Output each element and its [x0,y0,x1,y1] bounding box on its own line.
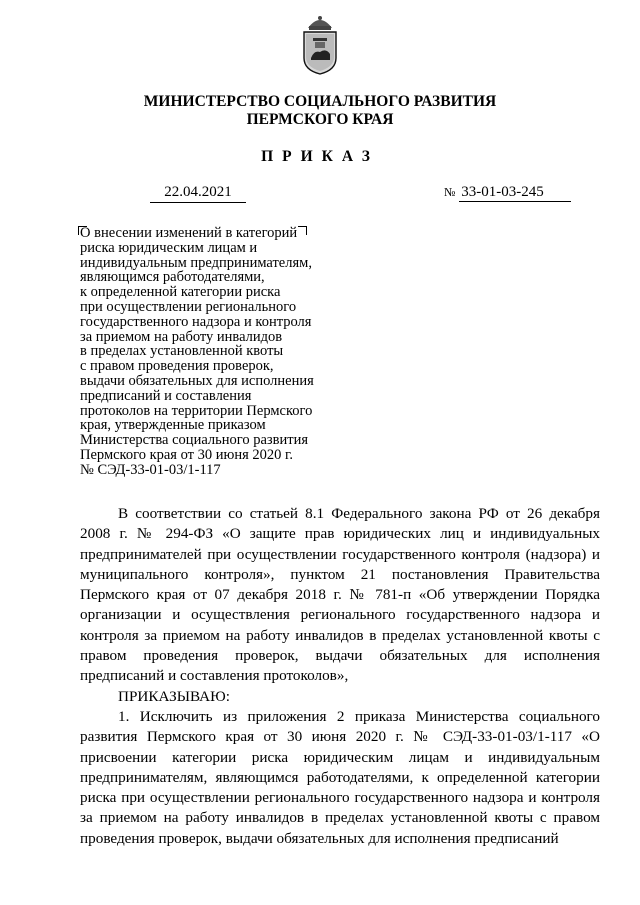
number-value: 33-01-03-245 [459,184,571,202]
org-line-1: МИНИСТЕРСТВО СОЦИАЛЬНОГО РАЗВИТИЯ [143,93,497,110]
subject-line: предписаний и составления [80,387,252,404]
document-number [444,184,571,202]
organization-name [0,93,640,129]
order-word: ПРИКАЗЫВАЮ: [118,687,230,705]
subject-line: являющимся работодателями, [80,269,265,286]
document-body [80,504,600,849]
subject-line: края, утвержденные приказом [80,417,266,434]
item-1-paragraph: 1. Исключить из приложения 2 приказа Министерства социального развития Пермского края от 30 июня 2020 г. № СЭД-33-01-03/1-117 «О присвоении категории риска юридическим лицам и индивидуальным предпринимателям, являющимся работодателями, к определенной категории риска при осуществлении регионального государственного надзора и контроля за приемом на работу инвалидов в пределах установленной квоты с правом проведения проверок, выдачи обязательных для исполнения предписаний [80,707,600,847]
subject-line: государственного надзора и контроля [80,313,312,330]
coat-of-arms-icon [300,14,340,76]
subject-line: с правом проведения проверок, [80,358,274,375]
document-date: 22.04.2021 [150,184,246,203]
preamble-paragraph: В соответствии со статьей 8.1 Федерального закона РФ от 26 декабря 2008 г. № 294-ФЗ «О защите прав юридических лиц и индивидуальных предпринимателей при осуществлении государственного контроля (надзора) и муниципального контроля», пунктом 21 постановления Правительства Пермского края от 07 декабря 2018 г. № 781-п «Об утверждении Порядка организации и осуществления регионального государственного надзора и контроля за приемом на работу инвалидов в пределах установленной квоты с правом проведения проверок, выдачи обязательных для исполнения предписаний и составления протоколов», [80,505,600,685]
subject-line: индивидуальным предпринимателям, [80,254,312,271]
subject-line: за приемом на работу инвалидов [80,328,283,345]
document-type: ПРИКАЗ [261,148,379,165]
subject-line: риска юридическим лицам и [80,239,258,256]
subject-line: выдачи обязательных для исполнения [80,372,314,389]
subject-line: в пределах установленной квоты [80,343,284,360]
subject-line: Пермского края от 30 июня 2020 г. [80,446,293,463]
subject-line: Министерства социального развития [80,432,308,449]
subject-block [80,226,350,478]
org-line-2: ПЕРМСКОГО КРАЯ [246,111,394,128]
number-prefix: № [444,185,456,199]
subject-line: протоколов на территории Пермского [80,402,313,419]
subject-line: к определенной категории риска [80,284,281,301]
subject-line: О внесении изменений в категорий [80,225,298,241]
subject-line: № СЭД-33-01-03/1-117 [80,461,221,478]
subject-line: при осуществлении регионального [80,298,297,315]
